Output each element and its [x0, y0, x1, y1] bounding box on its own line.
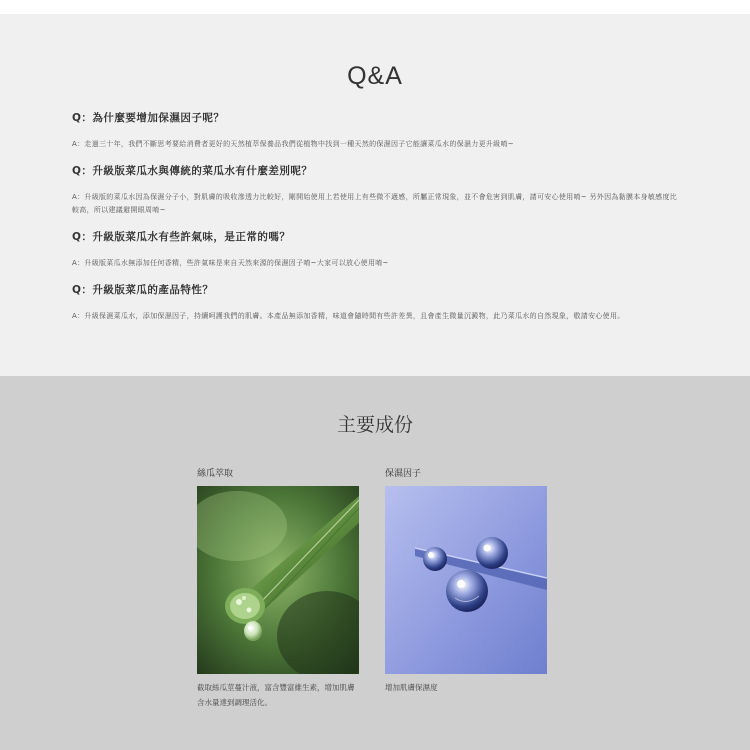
answer: A：走過三十年，我們不斷思考要給消費者更好的天然植萃保養品我們從植物中找到一種天然的保濕因子它能讓菜瓜水的保濕力更升級唷~ [72, 140, 514, 148]
answer: A：升級版的菜瓜水因為保濕分子小，對肌膚的吸收滲透力比較好，剛開始使用上若使用上有些微不適感，所屬正常現象，並不會危害到肌膚，請可安心使用唷~ 另外因為黏膜本身敏感度比較高，所以建議避開眼周唷~ [72, 193, 678, 214]
water-droplets-photo [385, 486, 547, 674]
ingredient-card-moisture [385, 468, 547, 695]
ingredient-desc: 截取絲瓜莖蔓汁液，富含豐富維生素，增加肌膚含水量達到調理活化。 [197, 683, 355, 707]
qa-item [72, 229, 678, 270]
ingredients-title: 主要成份 [336, 414, 413, 436]
qa-item [72, 110, 678, 151]
question: Q：升級版菜瓜水與傳統的菜瓜水有什麼差別呢？ [72, 165, 313, 177]
answer: A：升級保濕菜瓜水，添加保濕因子，持續呵護我們的肌膚。本產品無添加香精，味道會隨時間有些許差異，且會產生微量沉澱物，此乃菜瓜水的自然現象，敬請安心使用。 [72, 312, 625, 320]
question: Q：升級版菜瓜的產品特性？ [72, 284, 214, 296]
ingredient-card-luffa [197, 468, 359, 710]
question: Q：為什麼要增加保濕因子呢？ [72, 112, 225, 124]
ingredients-section [0, 376, 750, 750]
ingredient-desc: 增加肌膚保濕度 [385, 683, 438, 692]
ingredient-label: 絲瓜萃取 [197, 469, 234, 479]
qa-title: Q&A [347, 62, 403, 90]
qa-section [0, 14, 750, 376]
question: Q：升級版菜瓜水有些許氣味，是正常的嗎？ [72, 231, 291, 243]
qa-item [72, 282, 678, 323]
qa-item [72, 163, 678, 217]
ingredient-label: 保濕因子 [385, 469, 422, 479]
qa-list [72, 110, 678, 335]
answer: A：升級版菜瓜水無添加任何香精，些許氣味是來自天然來源的保濕因子唷~大家可以放心使用唷~ [72, 259, 389, 267]
luffa-stem-photo [197, 486, 359, 674]
top-strip [0, 0, 750, 14]
